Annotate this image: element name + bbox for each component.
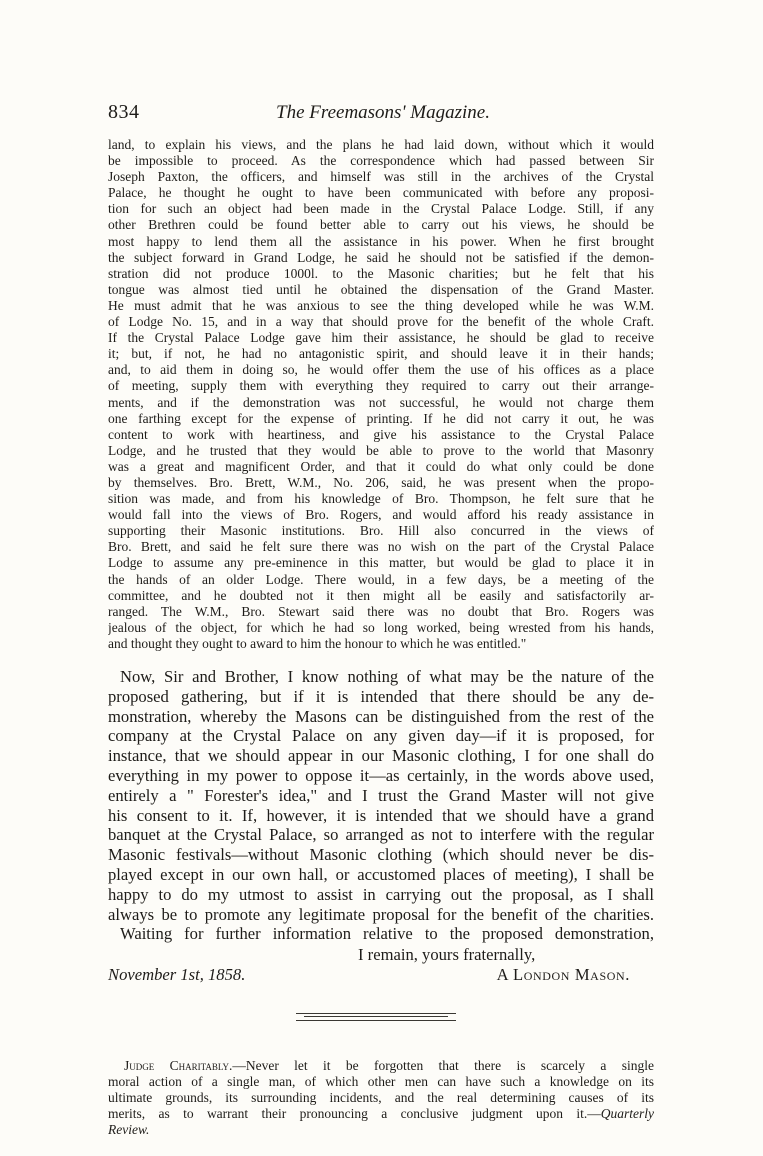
letter-line: company at the Crystal Palace on any given day—if it is proposed, for: [108, 726, 654, 746]
report-line: supporting their Masonic institutions. Bro. Hill also concurred in the views of: [108, 523, 654, 539]
page-number: 834: [108, 101, 140, 123]
letter-line: instance, that we should appear in our Masonic clothing, I for one shall do: [108, 746, 654, 766]
quote-paragraph: [108, 1058, 654, 1138]
report-line: by themselves. Bro. Brett, W.M., No. 206, said, he was present when the propo-: [108, 474, 654, 490]
report-line: Palace, he thought he ought to have been communicated with before any proposi-: [108, 185, 654, 201]
quote-line: ultimate grounds, its surrounding incidents, and the real determining causes of its: [108, 1090, 654, 1106]
report-line: ments, and if the demonstration was not successful, he would not charge them: [108, 394, 654, 410]
quote-line: [108, 1058, 654, 1074]
letter-line: entirely a " Forester's idea," and I trust the Grand Master will not give: [108, 785, 654, 805]
page-header: [108, 101, 658, 125]
report-line: one farthing except for the expense of printing. If he did not carry it out, he was: [108, 410, 654, 426]
quote-text: merits, as to warrant their pronouncing a conclusive judgment upon it.—: [108, 1106, 601, 1122]
quote-line: moral action of a single man, of which other men can have such a knowledge on its: [108, 1074, 654, 1090]
sign-off-date-signature: [108, 965, 654, 987]
report-line: ranged. The W.M., Bro. Stewart said there was no doubt that Bro. Rogers was: [108, 603, 654, 619]
report-line: and, to aid them in doing so, he would offer them the use of his offices as a place: [108, 362, 654, 378]
letter-line: banquet at the Crystal Palace, so arranged as not to interfere with the regular: [108, 825, 654, 845]
report-line: content to work with heartiness, and give his assistance to the Crystal Palace: [108, 426, 654, 442]
report-line: be impossible to proceed. As the correspondence which had passed between Sir: [108, 153, 654, 169]
report-line: was a great and magnificent Order, and that it could do what only could be done: [108, 458, 654, 474]
report-line: stration did not produce 1000l. to the Masonic charities; but he felt that his: [108, 265, 654, 281]
quote-heading: Judge Charitably.: [124, 1058, 233, 1073]
report-line: Joseph Paxton, the officers, and himself was still in the archives of the Crystal: [108, 169, 654, 185]
letter-line: his consent to it. If, however, it is intended that we should have a grand: [108, 805, 654, 825]
letter-signature: A London Mason.: [496, 965, 630, 984]
section-divider: [296, 1013, 456, 1021]
quote-text: —Never let it be forgotten that there is scarcely a single: [232, 1058, 654, 1073]
report-line: tongue was almost tied until he obtained the dispensation of the Grand Master.: [108, 281, 654, 297]
letter-line: Now, Sir and Brother, I know nothing of what may be the nature of the: [120, 667, 654, 686]
running-title: The Freemasons' Magazine.: [276, 102, 490, 123]
report-line: Bro. Brett, and said he felt sure there was no wish on the part of the Crystal Palace: [108, 539, 654, 555]
letter-line: happy to do my utmost to assist in carrying out the proposal, as I shall: [108, 884, 654, 904]
letter-line: played except in our own hall, or accustomed places of meeting), I shall be: [108, 864, 654, 884]
letter-date: November 1st, 1858.: [108, 965, 246, 984]
letter-line: Masonic festivals—without Masonic clothing (which should never be dis-: [108, 845, 654, 865]
report-line: of meeting, supply them with everything they required to carry out their arrange-: [108, 378, 654, 394]
report-line: other Brethren could be found better able to carry out his views, he should be: [108, 217, 654, 233]
report-line: land, to explain his views, and the plans he had laid down, without which it would: [108, 137, 654, 152]
report-line: would fall into the views of Bro. Rogers, and would afford his ready assistance in: [108, 507, 654, 523]
report-line: Lodge to assume any pre-eminence in this matter, but would be glad to place it in: [108, 555, 654, 571]
quote-source: Quarterly: [600, 1106, 654, 1122]
report-line: most happy to lend them all the assistance in his power. When he first brought: [108, 233, 654, 249]
lodge-report: [108, 137, 654, 652]
letter-line: monstration, whereby the Masons can be distinguished from the rest of the: [108, 706, 654, 726]
quote-source-continued: Review.: [108, 1122, 150, 1138]
report-line: of Lodge No. 15, and in a way that should prove for the benefit of the whole Craft.: [108, 314, 654, 330]
report-line: sition was made, and from his knowledge of Bro. Thompson, he felt sure that he: [108, 491, 654, 507]
letter-line: everything in my power to oppose it—as certainly, in the words above used,: [108, 765, 654, 785]
quote-line: [108, 1106, 654, 1122]
closing-phrase: I remain, yours fraternally,: [358, 945, 536, 964]
report-line: it; but, if not, he had no antagonistic spirit, and should leave it in their hands;: [108, 346, 654, 362]
report-line: and thought they ought to award to him the honour to which he was entitled.": [108, 635, 527, 651]
report-line: If the Crystal Palace Lodge gave him their assistance, he should be glad to receive: [108, 330, 654, 346]
letter-body: [108, 667, 654, 944]
letter-line: proposed gathering, but if it is intended that there should be any de-: [108, 686, 654, 706]
sign-off-remain: [108, 945, 654, 967]
letter-line: always be to promote any legitimate proposal for the benefit of the charities.: [108, 904, 654, 924]
report-line: committee, and he doubted not it then might all be easily and satisfactorily ar-: [108, 587, 654, 603]
report-line: the subject forward in Grand Lodge, he said he should not be satisfied if the demon-: [108, 249, 654, 265]
report-line: Lodge, and he trusted that they would be able to prove to the world that Masonry: [108, 442, 654, 458]
report-line: jealous of the object, for which he had so long worked, being wrested from his hands,: [108, 619, 654, 635]
report-line: the hands of an older Lodge. There would, in a few days, be a meeting of the: [108, 571, 654, 587]
letter-line: Waiting for further information relative to the proposed demonstration,: [120, 924, 654, 944]
report-line: tion for such an object had been made in the Crystal Palace Lodge. Still, if any: [108, 201, 654, 217]
report-line: He must admit that he was anxious to see the thing developed while he was W.M.: [108, 297, 654, 313]
